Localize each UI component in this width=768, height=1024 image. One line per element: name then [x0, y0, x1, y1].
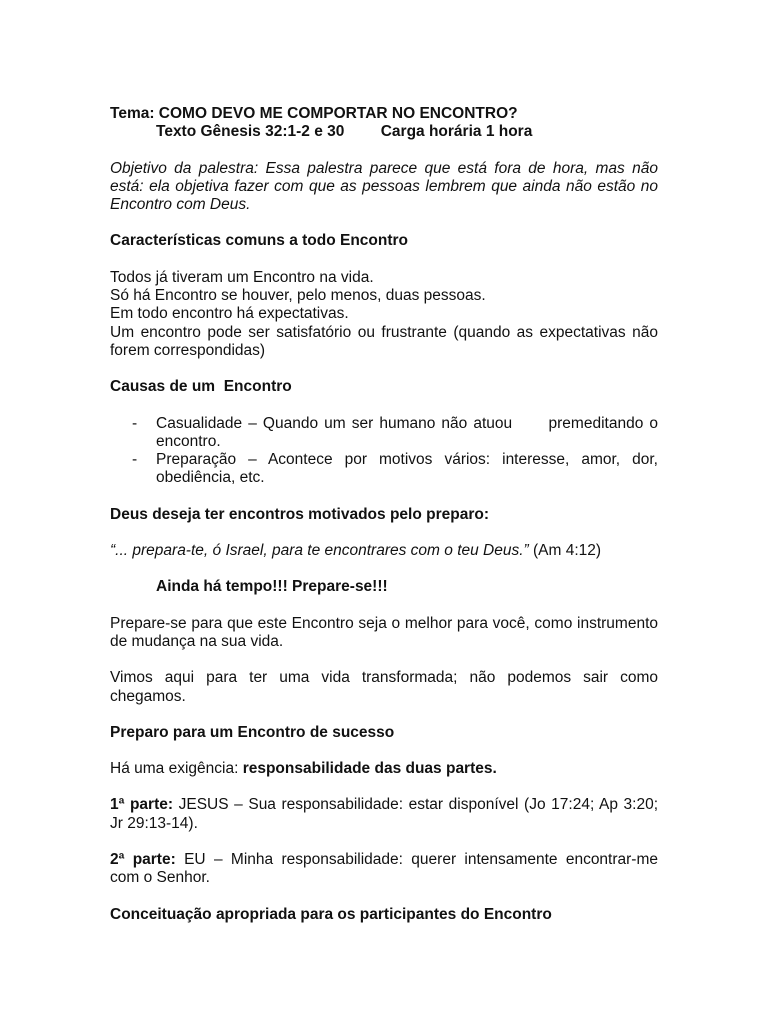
causes-heading: Causas de um Encontro: [110, 378, 292, 396]
transformed-life-paragraph: Vimos aqui para ter uma vida transformada; não podemos sair como chegamos.: [110, 669, 658, 705]
causes-list: [110, 414, 663, 488]
bullet-dash: -: [132, 414, 138, 432]
cause-text: Casualidade – Quando um ser humano não atuou premeditando o encontro.: [156, 414, 663, 450]
characteristic-line: Só há Encontro se houver, pelo menos, duas pessoas.: [110, 287, 486, 305]
document-title: Tema: COMO DEVO ME COMPORTAR NO ENCONTRO?: [110, 105, 518, 122]
bible-text-reference: Texto Gênesis 32:1-2 e 30: [156, 123, 345, 141]
second-party-label: 2ª parte:: [110, 851, 176, 869]
objective-paragraph: Objetivo da palestra: Essa palestra parece que está fora de hora, mas não está: ela objetiva fazer com que as pessoas lembrem que ainda não estão no Encontro com Deus.: [110, 159, 658, 214]
first-party-text: JESUS – Sua responsabilidade: estar disponível (Jo 17:24; Ap 3:20; Jr 29:13-14).: [110, 796, 658, 832]
characteristic-line: Um encontro pode ser satisfatório ou frustrante (quando as expectativas não forem correspondidas): [110, 323, 658, 359]
characteristics-list: [110, 269, 658, 360]
characteristic-line: Em todo encontro há expectativas.: [110, 305, 349, 323]
scripture-quote: [110, 542, 658, 560]
success-preparation-heading: Preparo para um Encontro de sucesso: [110, 723, 395, 741]
document-subtitle: [110, 123, 658, 141]
prepare-paragraph: Prepare-se para que este Encontro seja o melhor para você, como instrumento de mudança na sua vida.: [110, 614, 658, 650]
first-party-paragraph: [110, 796, 658, 833]
workload: Carga horária 1 hora: [380, 123, 533, 141]
cause-text: Preparação – Acontece por motivos vários: interesse, amor, dor, obediência, etc.: [156, 451, 658, 487]
quote-text: “... prepara-te, ó Israel, para te encontrares com o teu Deus.”: [110, 542, 529, 560]
concept-heading: Conceituação apropriada para os participantes do Encontro: [110, 905, 552, 923]
second-party-paragraph: [110, 851, 658, 888]
requirement-line: [110, 760, 658, 778]
requirement-emphasis: responsabilidade das duas partes.: [242, 760, 497, 778]
characteristics-heading: Características comuns a todo Encontro: [110, 232, 409, 250]
quote-reference: (Am 4:12): [528, 542, 602, 560]
second-party-text: EU – Minha responsabilidade: querer intensamente encontrar-me com o Senhor.: [110, 851, 658, 887]
first-party-label: 1ª parte:: [110, 796, 174, 814]
cause-item-preparacao: [110, 451, 658, 488]
requirement-prefix: Há uma exigência:: [110, 760, 243, 778]
characteristic-line: Todos já tiveram um Encontro na vida.: [110, 268, 374, 286]
cause-item-casualidade: [110, 414, 663, 452]
bullet-dash: -: [132, 451, 138, 469]
still-time-callout: Ainda há tempo!!! Prepare-se!!!: [156, 578, 388, 596]
god-desires-heading: Deus deseja ter encontros motivados pelo preparo:: [110, 505, 489, 523]
